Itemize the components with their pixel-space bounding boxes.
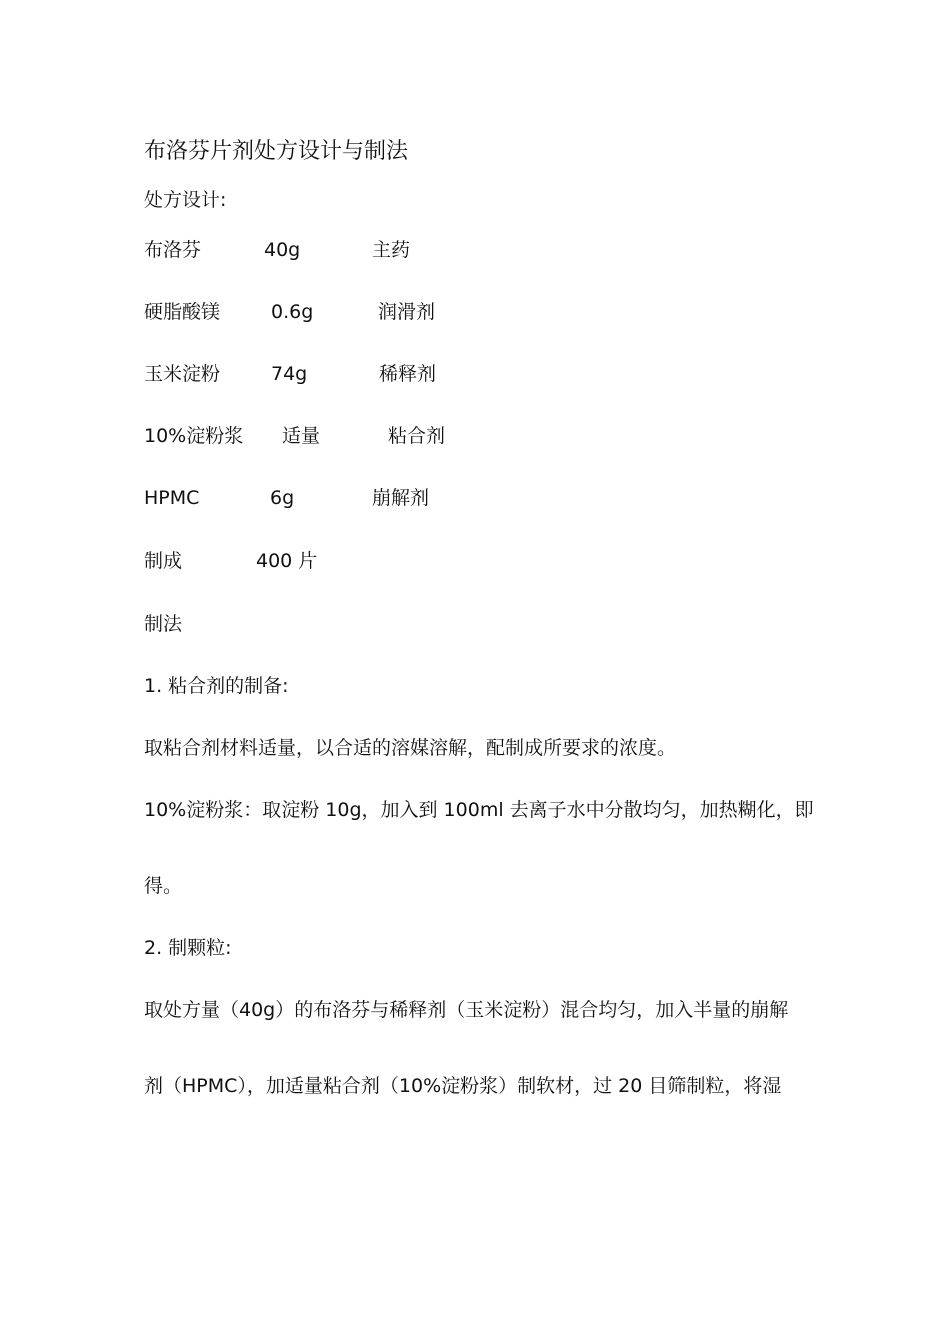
- formula-amount: 适量: [282, 425, 321, 447]
- formula-ingredient: 硬脂酸镁: [144, 301, 221, 323]
- section-heading-method: 制法: [144, 613, 183, 635]
- formula-role: 润滑剂: [378, 301, 436, 323]
- step1-starch-line1: 10%淀粉浆：取淀粉 10g，加入到 100ml 去离子水中分散均匀，加热糊化，即: [144, 799, 814, 821]
- step2-line2: 剂（HPMC），加适量粘合剂（10%淀粉浆）制软材，过 20 目筛制粒，将湿: [144, 1075, 782, 1097]
- formula-ingredient: 10%淀粉浆: [144, 425, 244, 447]
- formula-role: 崩解剂: [372, 487, 430, 509]
- formula-amount: 400 片: [256, 550, 318, 572]
- formula-role: 主药: [372, 239, 411, 261]
- formula-amount: 74g: [271, 363, 308, 385]
- formula-amount: 40g: [264, 239, 301, 261]
- formula-ingredient: 玉米淀粉: [144, 363, 221, 385]
- formula-ingredient: 制成: [144, 550, 183, 572]
- formula-amount: 6g: [270, 487, 295, 509]
- step1-starch-line2: 得。: [144, 875, 183, 897]
- formula-ingredient: HPMC: [144, 487, 200, 509]
- document-title: 布洛芬片剂处方设计与制法: [144, 139, 409, 164]
- formula-role: 粘合剂: [388, 425, 446, 447]
- step1-heading: 1. 粘合剂的制备:: [144, 675, 289, 697]
- formula-role: 稀释剂: [379, 363, 437, 385]
- step2-heading: 2. 制颗粒:: [144, 937, 232, 959]
- step1-paragraph: 取粘合剂材料适量，以合适的溶媒溶解，配制成所要求的浓度。: [144, 737, 677, 759]
- formula-amount: 0.6g: [271, 301, 314, 323]
- formula-ingredient: 布洛芬: [144, 239, 202, 261]
- step2-line1: 取处方量（40g）的布洛芬与稀释剂（玉米淀粉）混合均匀，加入半量的崩解: [144, 999, 789, 1021]
- section-heading-formula: 处方设计:: [144, 189, 227, 211]
